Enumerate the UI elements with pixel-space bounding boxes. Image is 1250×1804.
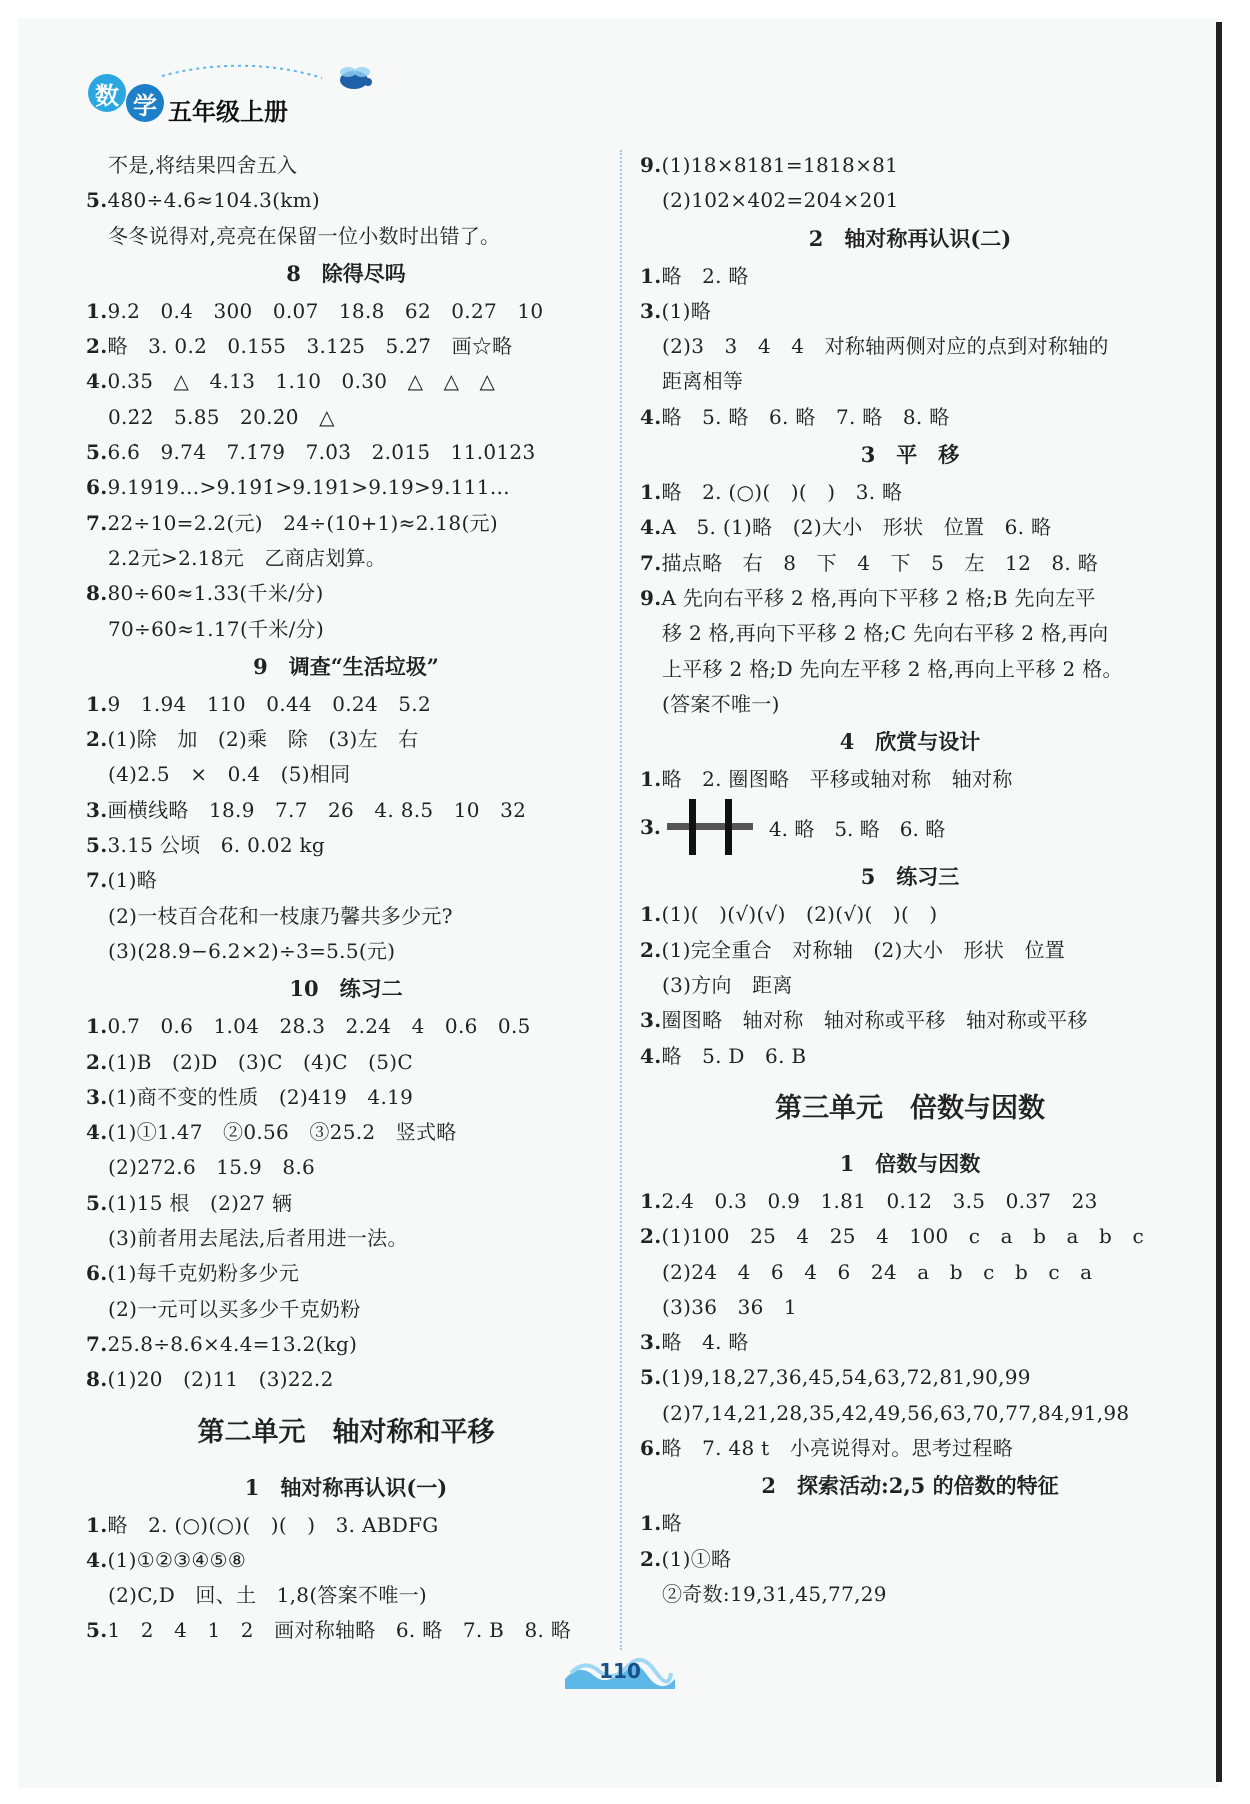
answer-continuation: (2)7,14,21,28,35,42,49,56,63,70,77,84,91,98: [662, 1400, 1130, 1425]
answer-line: [86, 470, 606, 505]
answer-number: 1.: [640, 480, 662, 505]
answer-number: 9.: [640, 585, 662, 610]
answer-line: [86, 506, 606, 541]
answer-line: [640, 1325, 1180, 1360]
answer-text: 圈图略 轴对称 轴对称或平移 轴对称或平移: [661, 1008, 1088, 1033]
answer-line: [640, 294, 1180, 329]
section-heading: 10 练习二: [289, 976, 403, 1002]
answer-continuation: (2)一枝百合花和一枝康乃馨共多少元?: [108, 903, 453, 928]
answer-continuation: (3)36 36 1: [662, 1294, 797, 1319]
answer-number: 2.: [640, 937, 662, 962]
answer-line: [86, 828, 606, 863]
answer-line: [640, 259, 1180, 294]
answer-line: [640, 1184, 1180, 1219]
answer-number: 7.: [640, 550, 662, 575]
answer-continuation: (3)(28.9−6.2×2)÷3=5.5(元): [108, 938, 396, 963]
answer-line: [86, 294, 606, 329]
answer-line: [640, 510, 1180, 545]
answer-text: (1)100 25 4 25 4 100 c a b a b c: [661, 1224, 1144, 1249]
answer-number: 1.: [640, 902, 662, 927]
answer-number: 1.: [640, 767, 662, 792]
answer-line: [86, 793, 606, 828]
answer-number: 1.: [86, 1014, 108, 1039]
answer-text: 4. 略 5. 略 6. 略: [768, 816, 946, 841]
answer-number: 7.: [86, 868, 108, 893]
answer-line: [86, 364, 606, 399]
answer-number: 3.: [640, 1008, 662, 1033]
answer-text: 22÷10=2.2(元) 24÷(10+1)≈2.18(元): [107, 510, 498, 535]
answer-text: (1)B (2)D (3)C (4)C (5)C: [107, 1049, 413, 1074]
answer-continuation: 冬冬说得对,亮亮在保留一位小数时出错了。: [108, 223, 501, 248]
answer-line: [86, 435, 606, 470]
right-column: [640, 148, 1180, 1612]
answer-number: 2.: [86, 727, 108, 752]
answer-continuation: (4)2.5 × 0.4 (5)相同: [108, 762, 351, 787]
answer-text: (1)①略: [661, 1546, 732, 1571]
answer-line: [640, 897, 1180, 932]
answer-text: 描点略 右 8 下 4 下 5 左 12 8. 略: [661, 550, 1099, 575]
answer-number: 9.: [640, 153, 662, 177]
answer-text: 6.6̇ 9.74̇ 7.1̇79̇ 7.0̇3̇ 2.0̇15̇ 11.0̇123̇: [107, 440, 536, 465]
answer-number: 8.: [86, 1367, 108, 1392]
section-heading: 1 倍数与因数: [839, 1150, 981, 1176]
answer-text: 略 2. 略: [661, 263, 749, 288]
answer-text: 0.7 0.6 1.04 28.3 2.24 4 0.6 0.5: [107, 1014, 531, 1039]
answer-number: 2.: [640, 1224, 662, 1249]
answer-line: [640, 762, 1180, 797]
answer-line: [640, 1360, 1180, 1395]
answer-text: 480÷4.6≈104.3(km): [107, 188, 321, 213]
answer-number: 4.: [86, 1120, 108, 1145]
answer-text: 略 3. 0.2̇ 0.155 3.125 5.2̇7̇ 画☆略: [107, 334, 513, 359]
answer-line: [640, 933, 1180, 968]
section-heading: 4 欣赏与设计: [839, 729, 981, 755]
answer-number: 5.: [86, 440, 108, 465]
section-heading: 2 轴对称再认识(二): [808, 225, 1012, 251]
answer-line: [86, 1508, 606, 1543]
answer-number: 5.: [86, 1618, 108, 1643]
answer-line: [86, 1186, 606, 1221]
answer-line: [640, 1542, 1180, 1577]
answer-line: [86, 1115, 606, 1150]
answer-line: [86, 183, 606, 218]
unit-heading: 第三单元 倍数与因数: [775, 1092, 1045, 1124]
answer-line: [86, 329, 606, 364]
answer-number: 3.: [86, 1084, 108, 1109]
answer-number: 8.: [86, 581, 108, 606]
answer-text: (1)完全重合 对称轴 (2)大小 形状 位置: [661, 937, 1066, 962]
answer-text: 略 2. (○)(○)( )( ) 3. ABDFG: [107, 1512, 439, 1537]
answer-number: 1.: [86, 1512, 108, 1537]
answer-number: 5.: [86, 833, 108, 858]
answer-text: (1)①1.47 ②0.56 ③25.2 竖式略: [107, 1120, 457, 1145]
answer-text: 9.1919…>9.19̇1̇>9.191>9.19>9.111…: [107, 475, 511, 500]
answer-continuation: 移 2 格,再向下平移 2 格;C 先向右平移 2 格,再向: [662, 621, 1109, 646]
answer-text: A 先向右平移 2 格,再向下平移 2 格;B 先向左平: [661, 585, 1096, 610]
answer-line: [640, 1219, 1180, 1254]
answer-line: [640, 1003, 1180, 1038]
answer-text: 略 5. D 6. B: [661, 1043, 807, 1068]
answer-text: 略 5. 略 6. 略 7. 略 8. 略: [661, 404, 950, 429]
answer-number: 3.: [640, 1330, 662, 1355]
answer-continuation: (3)方向 距离: [662, 973, 793, 998]
symmetry-figure-icon: [665, 797, 755, 857]
answer-number: 4.: [640, 515, 662, 540]
answer-text: (1)商不变的性质 (2)419 4.19: [107, 1084, 414, 1109]
section-heading: 9 调查“生活垃圾”: [253, 653, 439, 679]
answer-number: 6.: [86, 1261, 108, 1286]
answer-text: 1 2 4 1 2 画对称轴略 6. 略 7. B 8. 略: [107, 1618, 572, 1643]
page-header: [82, 62, 402, 132]
answer-number: 7.: [86, 510, 108, 535]
answer-text: (1)( )(√)(√) (2)(√)( )( ): [661, 902, 938, 927]
answer-text: 80÷60≈1.33(千米/分): [107, 581, 324, 606]
answer-line: [86, 1009, 606, 1044]
answer-text: 9 1.94 110 0.44 0.24 5.2: [107, 691, 431, 716]
answer-number: 1.: [640, 1188, 662, 1213]
unit-heading: 第二单元 轴对称和平移: [197, 1416, 495, 1448]
answer-continuation: (2)3 3 4 4 对称轴两侧对应的点到对称轴的: [662, 334, 1109, 359]
answer-number: 1.: [640, 1511, 662, 1536]
answer-number: 2.: [86, 334, 108, 359]
answer-number: 1.: [86, 298, 108, 323]
answer-continuation: 0.2̇2̇ 5.85 20.2̇0̇ △: [108, 404, 335, 429]
answer-line: [640, 400, 1180, 435]
left-column: [86, 148, 606, 1649]
answer-number: 6.: [640, 1436, 662, 1461]
answer-text: 略 2. (○)( )( ) 3. 略: [661, 480, 903, 505]
answer-continuation: 70÷60≈1.17(千米/分): [108, 616, 325, 641]
answer-number: 7.: [86, 1331, 108, 1356]
answer-line: [86, 1256, 606, 1291]
answer-number: 3.: [640, 815, 661, 840]
answer-number: 5.: [86, 188, 108, 213]
answer-continuation: (2)272.6 15.9 8.6: [108, 1155, 316, 1180]
section-heading: 5 练习三: [860, 864, 960, 890]
answer-line: [86, 1080, 606, 1115]
answer-text: 略 4. 略: [661, 1330, 749, 1355]
answer-continuation: 上平移 2 格;D 先向左平移 2 格,再向上平移 2 格。: [662, 656, 1123, 681]
answer-text: (1)20 (2)11 (3)22.2: [107, 1367, 334, 1392]
answer-number: 6.: [86, 475, 108, 500]
answer-number: 3.: [86, 797, 108, 822]
section-heading: 1 轴对称再认识(一): [244, 1474, 448, 1500]
answer-text: (1)15 根 (2)27 辆: [107, 1190, 293, 1215]
answer-number: 4.: [640, 404, 662, 429]
answer-text: 25.8÷8.6×4.4=13.2(kg): [107, 1331, 358, 1356]
answer-line: [86, 722, 606, 757]
answer-line: [640, 546, 1180, 581]
column-divider: [620, 150, 622, 1650]
answer-text: (1)每千克奶粉多少元: [107, 1261, 300, 1286]
answer-text: (1)略: [661, 298, 712, 323]
answer-number: 3.: [640, 298, 662, 323]
answer-line: [86, 1613, 606, 1648]
answer-text: (1)除 加 (2)乘 除 (3)左 右: [107, 727, 419, 752]
answer-continuation: (2)一元可以买多少千克奶粉: [108, 1296, 361, 1321]
answer-line: [86, 863, 606, 898]
answer-continuation: (2)24 4 6 4 6 24 a b c b c a: [662, 1259, 1093, 1284]
answer-text: 9.2 0.4 300 0.07 18.8 62 0.27 10: [107, 298, 544, 323]
answer-line-with-figure: [640, 797, 1180, 857]
answer-text: (1)9,18,27,36,45,54,63,72,81,90,99: [661, 1365, 1031, 1390]
answer-continuation: 距离相等: [662, 369, 744, 394]
answer-continuation: (答案不唯一): [662, 691, 780, 716]
answer-line: [640, 1431, 1180, 1466]
grade-label: 五年级上册: [168, 98, 288, 126]
answer-line: [86, 1362, 606, 1397]
answer-text: 略: [661, 1511, 682, 1536]
answer-line: [86, 1543, 606, 1578]
answer-continuation: ②奇数:19,31,45,77,29: [662, 1581, 887, 1606]
answer-line: [86, 1327, 606, 1362]
answer-text: 3.15 公顷 6. 0.02 kg: [107, 833, 326, 858]
figure-bar: [667, 823, 753, 830]
answer-text: 略 2. 圈图略 平移或轴对称 轴对称: [661, 767, 1013, 792]
section-heading: 2 探索活动:2,5 的倍数的特征: [761, 1473, 1059, 1499]
answer-continuation: 2.2元>2.18元 乙商店划算。: [108, 545, 387, 570]
answer-line: [640, 475, 1180, 510]
subject-badge-1: 数: [88, 74, 126, 112]
answer-line: [86, 1045, 606, 1080]
answer-number: 5.: [640, 1365, 662, 1390]
answer-line: [640, 1506, 1180, 1541]
answer-number: 4.: [86, 369, 108, 394]
answer-line: [86, 576, 606, 611]
answer-line: [640, 581, 1180, 616]
answer-continuation: (3)前者用去尾法,后者用进一法。: [108, 1226, 408, 1251]
answer-number: 4.: [86, 1547, 108, 1572]
figure-bar: [689, 799, 696, 855]
answer-continuation: 不是,将结果四舍五入: [108, 153, 298, 177]
answer-line: [640, 148, 1180, 183]
answer-text: 0.35 △ 4.13 1.10 0.30 △ △ △: [107, 369, 496, 394]
answer-text: 画横线略 18.9 7.7 26 4. 8.5 10 32: [107, 797, 527, 822]
subject-badge-2: 学: [126, 84, 164, 122]
page-footer: [565, 1653, 675, 1689]
figure-bar: [725, 799, 732, 855]
answer-text: (1)18×8181=1818×81: [661, 153, 899, 177]
section-heading: 8 除得尽吗: [286, 260, 406, 286]
answer-line: [86, 687, 606, 722]
answer-text: (1)①②③④⑤⑧: [107, 1547, 247, 1572]
section-heading: 3 平 移: [860, 442, 960, 468]
answer-text: A 5. (1)略 (2)大小 形状 位置 6. 略: [661, 515, 1052, 540]
answer-number: 4.: [640, 1043, 662, 1068]
answer-text: (1)略: [107, 868, 158, 893]
page-number: 110: [599, 1659, 641, 1683]
answer-continuation: (2)102×402=204×201: [662, 188, 899, 213]
answer-text: 略 7. 48 t 小亮说得对。思考过程略: [661, 1436, 1014, 1461]
answer-text: 2.4 0.3 0.9 1.81 0.12 3.5 0.37 23: [661, 1188, 1098, 1213]
answer-line: [640, 1039, 1180, 1074]
answer-continuation: (2)C,D 回、土 1,8(答案不唯一): [108, 1583, 428, 1608]
answer-number: 1.: [640, 263, 662, 288]
answer-number: 1.: [86, 691, 108, 716]
page-edge-bar: [1216, 22, 1222, 1782]
answer-number: 5.: [86, 1190, 108, 1215]
answer-number: 2.: [640, 1546, 662, 1571]
answer-number: 2.: [86, 1049, 108, 1074]
